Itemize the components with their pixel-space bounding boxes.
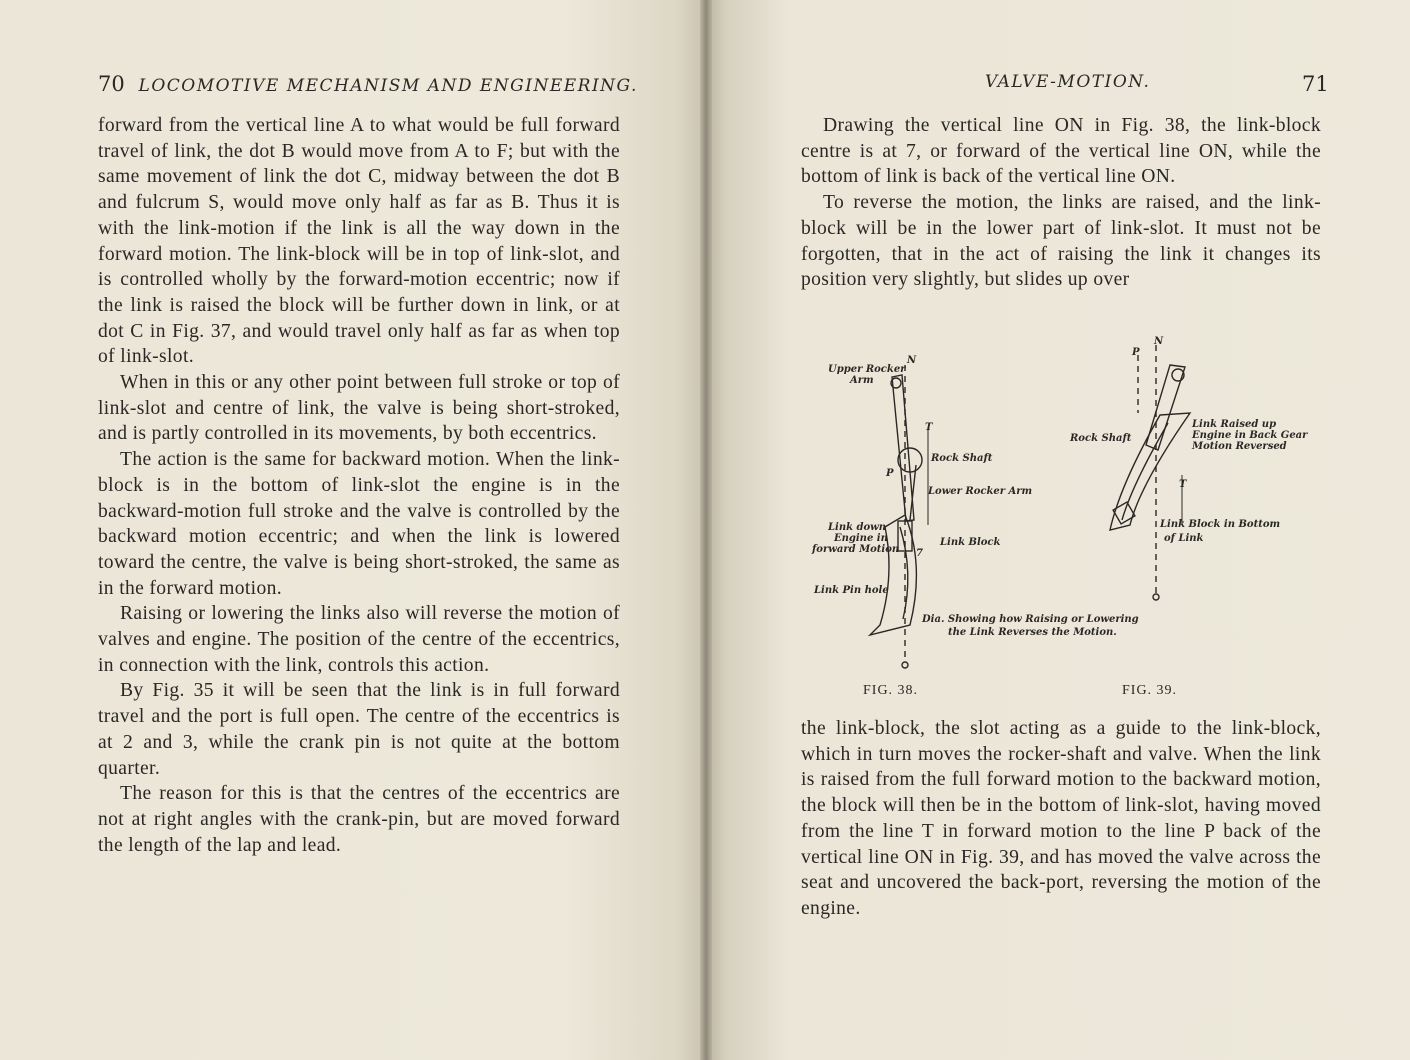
paragraph: The action is the same for backward motion. When the link-block is in the bottom of link-slot the engine is in the backward-motion full stroke and the valve is controlled by the backward motion eccentric; and when the link is lowered toward the centre, the valve is being short-stroked, the same as in the forward motion.	[98, 449, 620, 599]
figure-shared-caption-2: the Link Reverses the Motion.	[948, 627, 1117, 638]
paragraph: Raising or lowering the links also will reverse the motion of valves and engine. The position of the centre of the eccentrics, in connection with the link, controls this action.	[98, 603, 620, 676]
paragraph: the link-block, the slot acting as a guide to the link-block, which in turn moves the rocker-shaft and valve. When the link is raised from the full forward motion to the backward motion, the block will then be in the bottom of link-slot, having moved from the line T in forward motion to the line P back of the vertical line ON in Fig. 39, and has moved the valve across the seat and uncovered the back-port, reversing the motion of the engine.	[801, 718, 1321, 919]
left-running-title: LOCOMOTIVE MECHANISM AND ENGINEERING.	[138, 76, 638, 96]
fig38-label-p: P	[886, 468, 894, 479]
fig38-label-seven: 7	[916, 548, 923, 559]
fig38-label-rock-shaft: Rock Shaft	[931, 453, 993, 464]
fig38-label-link-down: Link down	[828, 522, 887, 533]
fig38-label-engine-in: Engine in	[834, 533, 888, 544]
fig39-label-n: N	[1154, 336, 1164, 347]
figure-drawing	[810, 335, 1310, 705]
left-running-head	[98, 72, 638, 96]
fig38-label-link-block: Link Block	[940, 537, 1001, 548]
fig39-caption: FIG. 39.	[1122, 683, 1178, 698]
figure-shared-caption-1: Dia. Showing how Raising or Lowering	[922, 614, 1139, 625]
paragraph: To reverse the motion, the links are raised, and the link-block will be in the lower part of link-slot. It must not be forgotten, that in the act of raising the link it changes its position very slightly, but slides up over	[801, 192, 1321, 291]
paragraph: When in this or any other point between full stroke or top of link-slot and centre of link, the valve is being short-stroked, and is partly controlled in its movements, by both eccentrics.	[98, 372, 620, 445]
fig38-label-lower-rocker: Lower Rocker Arm	[928, 486, 1033, 497]
left-page-number: 70	[98, 72, 125, 96]
paragraph: Drawing the vertical line ON in Fig. 38, the link-block centre is at 7, or forward of the vertical line ON, while the bottom of link is back of the vertical line ON.	[801, 115, 1321, 188]
fig39-label-t: T	[1179, 479, 1187, 490]
fig39-label-raised-2: Engine in Back Gear	[1192, 430, 1308, 441]
fig38-label-arm: Arm	[850, 375, 874, 386]
right-page-number: 71	[1302, 72, 1329, 96]
paragraph: By Fig. 35 it will be seen that the link is in full forward travel and the port is full open. The centre of the eccentrics is at 2 and 3, while the crank pin is not quite at the bottom quarter.	[98, 680, 620, 779]
left-body-text	[98, 113, 620, 858]
fig38-label-forward-motion: forward Motion	[812, 544, 900, 555]
fig39-label-raised-1: Link Raised up	[1192, 419, 1277, 430]
right-body-text-top	[801, 113, 1321, 293]
fig39-label-p: P	[1132, 347, 1140, 358]
fig39-label-bottom-1: Link Block in Bottom	[1160, 519, 1281, 530]
paragraph: forward from the vertical line A to what would be full forward travel of link, the dot B would move from A to F; but with the same movement of link the dot C, midway between the dot B and fulcrum S, would move only half as far as B. Thus it is with the link-motion if the link is all the way down in the forward motion. The link-block will be in top of link-slot, and is controlled wholly by the forward-motion eccentric; now if the link is raised the block will be further down in link, or at dot C in Fig. 37, and would travel only half as far as when top of link-slot.	[98, 115, 620, 368]
book-gutter	[700, 0, 712, 1060]
link-motion-figure	[810, 335, 1310, 705]
right-running-title: VALVE-MOTION.	[985, 72, 1151, 92]
right-running-head	[1302, 72, 1329, 96]
fig39-label-raised-3: Motion Reversed	[1192, 441, 1287, 452]
fig38-label-link-pin-hole: Link Pin hole	[814, 585, 889, 596]
paragraph: The reason for this is that the centres of the eccentrics are not at right angles with the crank-pin, but are moved forward the length of the lap and lead.	[98, 783, 620, 856]
fig38-caption: FIG. 38.	[863, 683, 919, 698]
right-body-text-bottom	[801, 716, 1321, 922]
fig38-label-n: N	[907, 355, 917, 366]
fig38-label-t: T	[925, 422, 933, 433]
fig38-label-upper-rocker: Upper Rocker	[828, 364, 906, 375]
fig39-label-bottom-2: of Link	[1164, 533, 1204, 544]
fig39-label-rock-shaft: Rock Shaft	[1070, 433, 1132, 444]
